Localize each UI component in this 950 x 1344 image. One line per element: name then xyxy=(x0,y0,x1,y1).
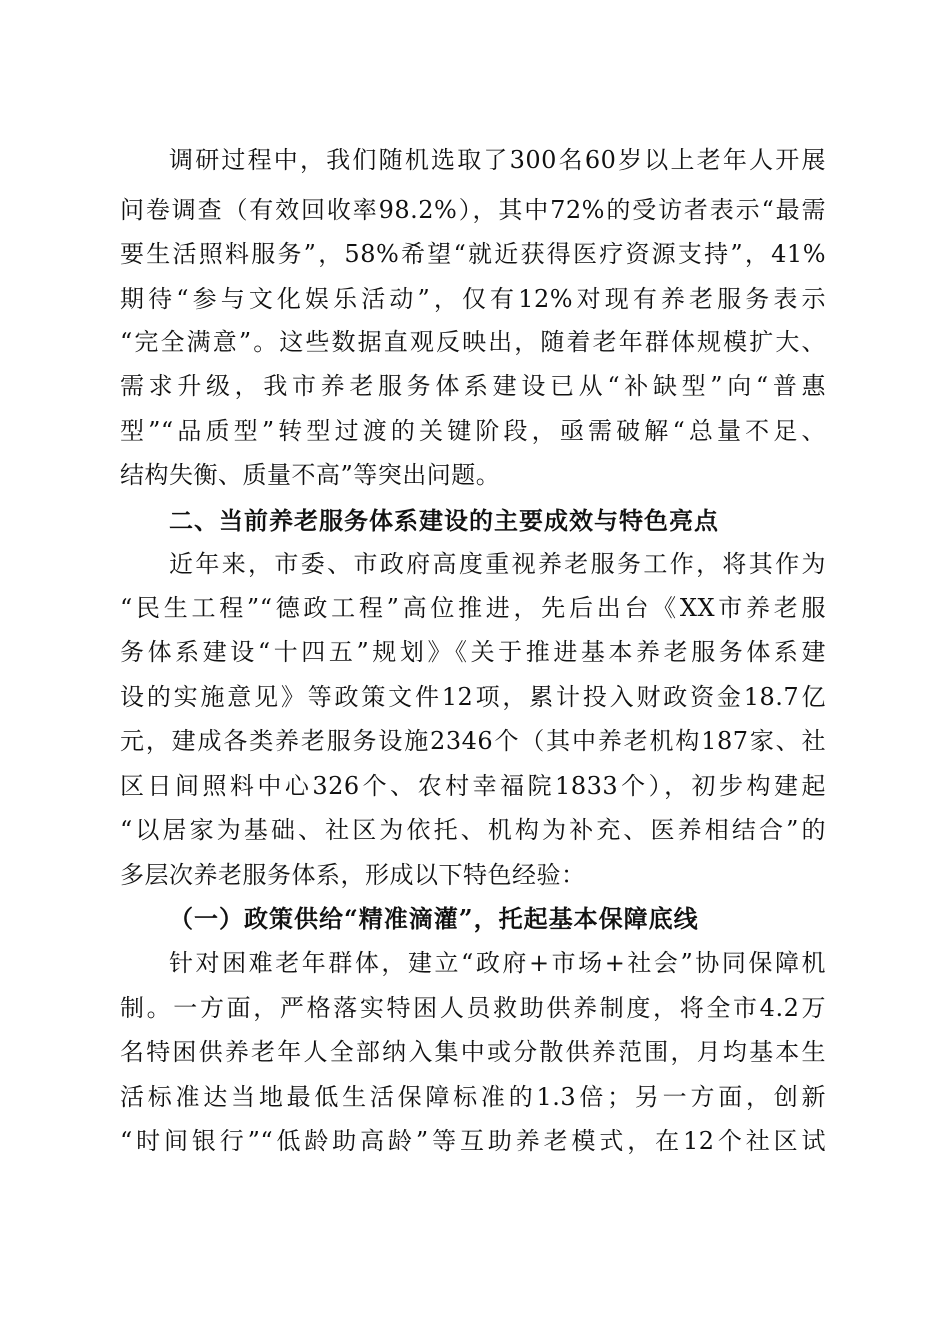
paragraph-line: 需求升级，我市养老服务体系建设已从“补缺型”向“普惠 xyxy=(120,372,826,400)
paragraph-line: “时间银行”“低龄助高龄”等互助养老模式，在12个社区试 xyxy=(120,1127,826,1155)
paragraph-line: 期待“参与文化娱乐活动”，仅有12%对现有养老服务表示 xyxy=(120,285,826,313)
paragraph-line: 针对困难老年群体，建立“政府+市场+社会”协同保障机 xyxy=(169,949,826,977)
paragraph-line: “民生工程”“德政工程”高位推进，先后出台《XX市养老服 xyxy=(120,594,826,622)
section-heading: 二、当前养老服务体系建设的主要成效与特色亮点 xyxy=(169,507,719,535)
paragraph-line: 型”“品质型”转型过渡的关键阶段，亟需破解“总量不足、 xyxy=(120,417,826,445)
paragraph-line: 结构失衡、质量不高”等突出问题。 xyxy=(120,461,501,489)
paragraph-line: 制。一方面，严格落实特困人员救助供养制度，将全市4.2万 xyxy=(120,994,826,1022)
paragraph-line: “完全满意”。这些数据直观反映出，随着老年群体规模扩大、 xyxy=(120,328,826,356)
paragraph-line: 区日间照料中心326个、农村幸福院1833个），初步构建起 xyxy=(120,772,826,800)
paragraph-line: 名特困供养老年人全部纳入集中或分散供养范围，月均基本生 xyxy=(120,1038,826,1066)
paragraph-line: 调研过程中，我们随机选取了300名60岁以上老年人开展 xyxy=(169,146,826,174)
paragraph-line: 多层次养老服务体系，形成以下特色经验： xyxy=(120,861,586,889)
paragraph-line: “以居家为基础、社区为依托、机构为补充、医养相结合”的 xyxy=(120,816,826,844)
paragraph-line: 元，建成各类养老服务设施2346个（其中养老机构187家、社 xyxy=(120,727,826,755)
subsection-heading: （一）政策供给“精准滴灌”，托起基本保障底线 xyxy=(169,904,699,933)
paragraph-line: 近年来，市委、市政府高度重视养老服务工作，将其作为 xyxy=(169,550,826,578)
paragraph-line: 务体系建设“十四五”规划》《关于推进基本养老服务体系建 xyxy=(120,638,826,666)
paragraph-line: 问卷调查（有效回收率98.2%），其中72%的受访者表示“最需 xyxy=(120,196,826,224)
paragraph-line: 活标准达当地最低生活保障标准的1.3倍；另一方面，创新 xyxy=(120,1083,826,1111)
paragraph-line: 设的实施意见》等政策文件12项，累计投入财政资金18.7亿 xyxy=(120,683,826,711)
paragraph-line: 要生活照料服务”，58%希望“就近获得医疗资源支持”，41% xyxy=(120,240,826,268)
